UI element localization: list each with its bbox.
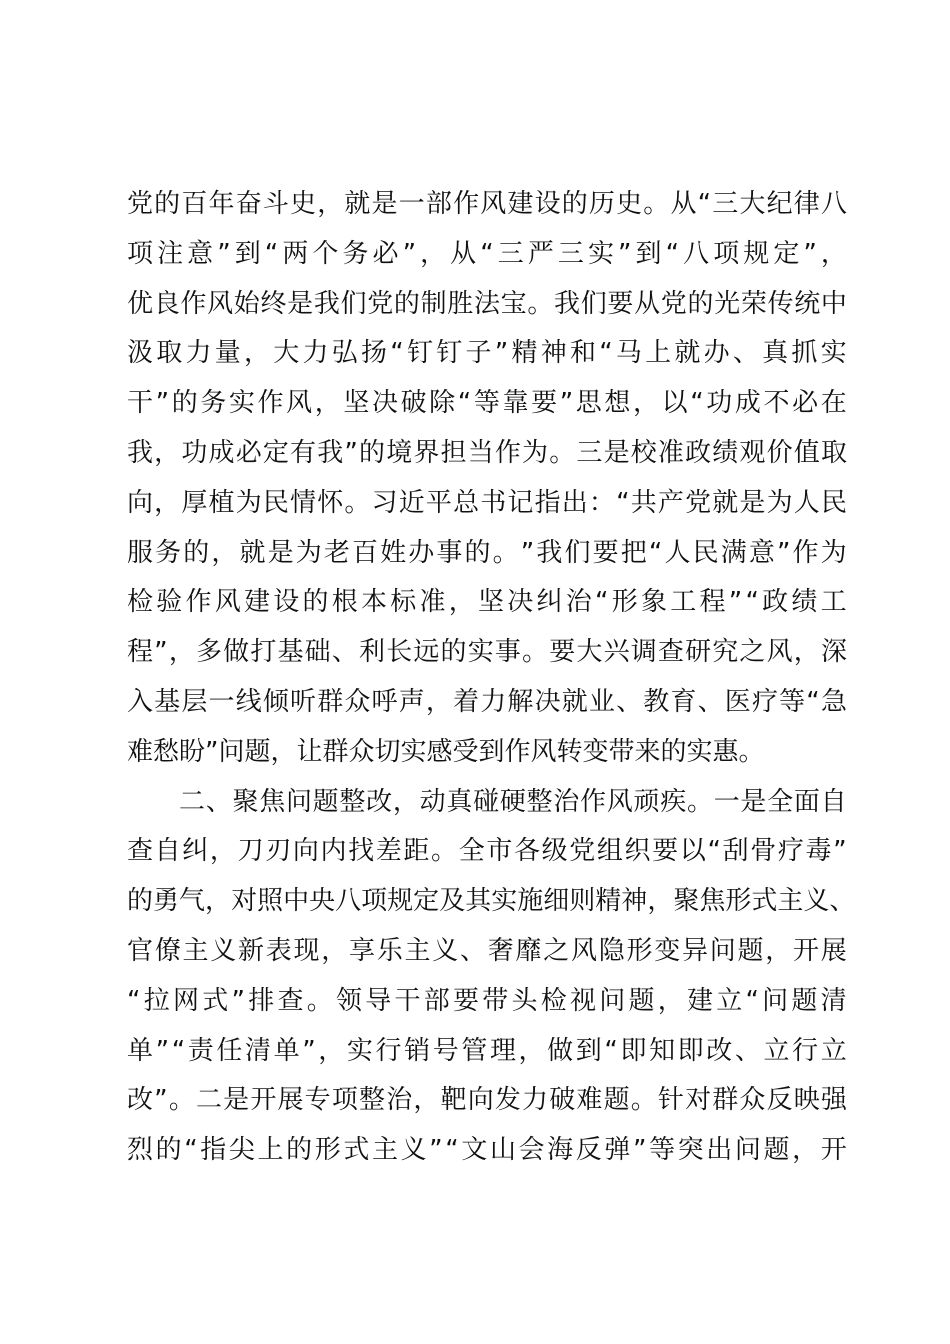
text-line: 官 僚 主 义 新 表 现 ， 享 乐 主 义 、 奢 靡 之 风 隐 形 变 异 问 题 ， 开 展	[127, 935, 847, 966]
text-line-last: 难愁盼”问题，让群众切实感受到作风转变带来的实惠。	[127, 736, 765, 767]
text-line: 的 勇 气 ， 对 照 中 央 八 项 规 定 及 其 实 施 细 则 精 神 ， 聚 焦 形 式 主 义 、	[127, 886, 856, 917]
paragraph-heading-line: 二 、 聚 焦 问 题 整 改 ， 动 真 碰 硬 整 治 作 风 顽 疾 。 一 是 全 面 自	[179, 786, 847, 817]
text-line: 优 良 作 风 始 终 是 我 们 党 的 制 胜 法 宝 。 我 们 要 从 党 的 光 荣 传 统 中	[127, 288, 847, 319]
body-text	[127, 180, 856, 1176]
text-line: 党 的 百 年 奋 斗 史 ， 就 是 一 部 作 风 建 设 的 历 史 。 从 “ 三 大 纪 律 八	[127, 189, 847, 219]
text-line: 汲 取 力 量 ， 大 力 弘 扬 “ 钉 钉 子 ” 精 神 和 “ 马 上 就 办 、 真 抓 实	[127, 338, 847, 369]
text-line: 单 ” “ 责 任 清 单 ” ， 实 行 销 号 管 理 ， 做 到 “ 即 知 即 改 、 立 行 立	[127, 1035, 847, 1066]
text-line: 入 基 层 一 线 倾 听 群 众 呼 声 ， 着 力 解 决 就 业 、 教 育 、 医 疗 等 “ 急	[127, 686, 847, 717]
text-line: 烈 的 “ 指 尖 上 的 形 式 主 义 ” “ 文 山 会 海 反 弹 ” 等 突 出 问 题 ， 开	[127, 1135, 847, 1166]
text-line: 项 注 意 ” 到 “ 两 个 务 必 ” ， 从 “ 三 严 三 实 ” 到 “ 八 项 规 定 ” ，	[127, 238, 847, 269]
text-line: 干 ” 的 务 实 作 风 ， 坚 决 破 除 “ 等 靠 要 ” 思 想 ， 以 “ 功 成 不 必 在	[127, 388, 847, 419]
text-line: 查 自 纠 ， 刀 刃 向 内 找 差 距 。 全 市 各 级 党 组 织 要 以 “ 刮 骨 疗 毒 ”	[127, 836, 847, 867]
text-line: 我 ， 功 成 必 定 有 我 ” 的 境 界 担 当 作 为 。 三 是 校 准 政 绩 观 价 值 取	[127, 437, 847, 468]
text-line: 改 ” 。 二 是 开 展 专 项 整 治 ， 靶 向 发 力 破 难 题 。 针 对 群 众 反 映 强	[127, 1085, 847, 1116]
text-line: 服 务 的 ， 就 是 为 老 百 姓 办 事 的 。 ” 我 们 要 把 “ 人 民 满 意 ” 作 为	[127, 537, 847, 568]
text-line: “ 拉 网 式 ” 排 查 。 领 导 干 部 要 带 头 检 视 问 题 ， 建 立 “ 问 题 清	[127, 985, 847, 1016]
text-line: 程 ” ， 多 做 打 基 础 、 利 长 远 的 实 事 。 要 大 兴 调 查 研 究 之 风 ， 深	[127, 637, 847, 668]
text-line: 检 验 作 风 建 设 的 根 本 标 准 ， 坚 决 纠 治 “ 形 象 工 程 ” “ 政 绩 工	[127, 587, 847, 618]
text-line: 向 ， 厚 植 为 民 情 怀 。 习 近 平 总 书 记 指 出 ： “ 共 产 党 就 是 为 人 民	[127, 487, 847, 518]
